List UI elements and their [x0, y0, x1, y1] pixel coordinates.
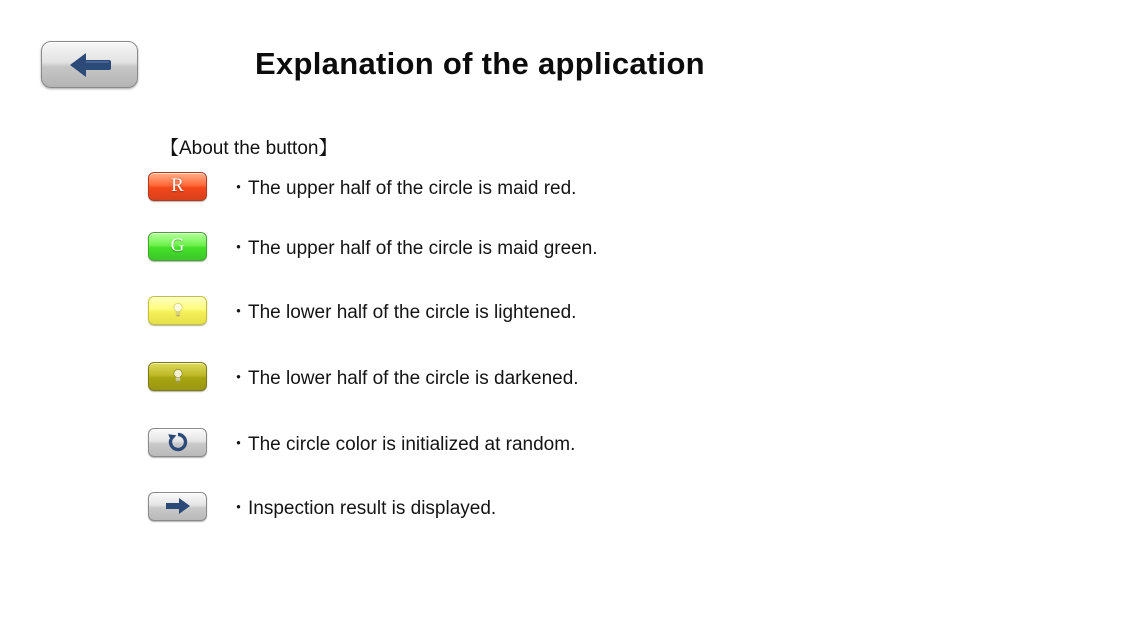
legend-row-red	[148, 171, 576, 201]
legend-row-lighten	[148, 295, 576, 325]
darken-button[interactable]	[148, 362, 207, 391]
section-heading: 【About the button】	[160, 138, 338, 159]
arrow-right-icon	[165, 497, 191, 515]
red-button[interactable]	[148, 172, 207, 201]
legend-row-reset	[148, 427, 575, 457]
legend-description: ・The upper half of the circle is maid red.	[229, 177, 577, 199]
red-button-label: R	[171, 175, 184, 196]
legend-row-green	[148, 231, 598, 261]
legend-description: ・The lower half of the circle is lightened.	[229, 301, 577, 323]
legend-description: ・The lower half of the circle is darkened.	[229, 367, 579, 389]
green-button-label: G	[170, 235, 185, 256]
lightbulb-icon	[172, 302, 184, 318]
inspect-button[interactable]	[148, 492, 207, 521]
reset-button[interactable]	[148, 428, 207, 457]
green-button[interactable]	[148, 232, 207, 261]
legend-description: ・Inspection result is displayed.	[229, 497, 497, 519]
lighten-button[interactable]	[148, 296, 207, 325]
legend-description: ・The circle color is initialized at random.	[229, 433, 576, 455]
arrow-left-icon	[68, 51, 112, 79]
legend-row-inspect	[148, 491, 496, 521]
lightbulb-icon	[172, 368, 184, 384]
page-title: Explanation of the application	[255, 46, 705, 81]
refresh-icon	[167, 431, 189, 453]
back-button[interactable]	[41, 41, 138, 88]
legend-row-darken	[148, 361, 579, 391]
legend-description: ・The upper half of the circle is maid green.	[229, 237, 598, 259]
